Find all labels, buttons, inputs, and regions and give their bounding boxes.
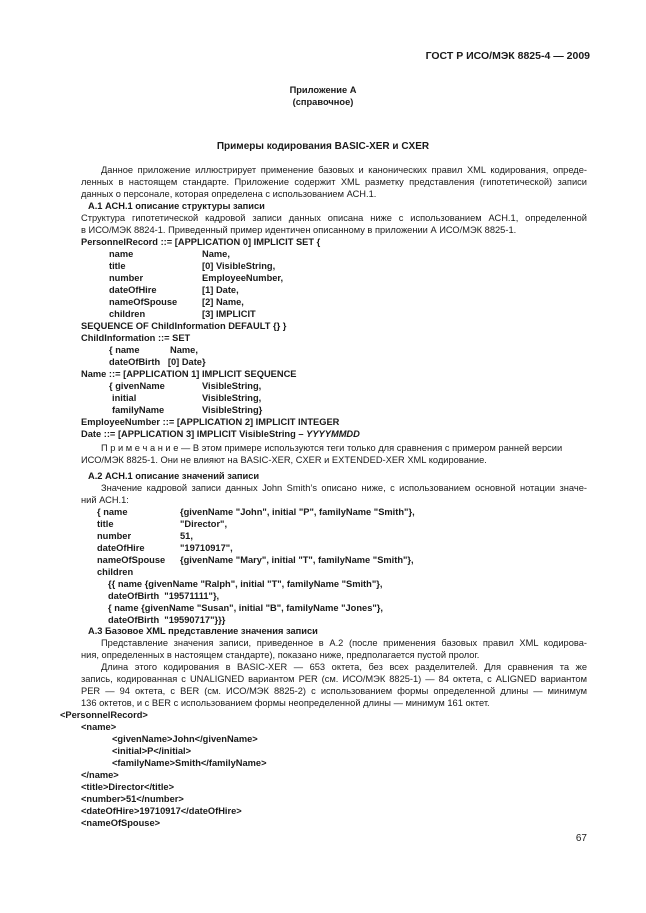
- asn-line: ChildInformation ::= SET: [81, 333, 191, 343]
- asn-field-type: EmployeeNumber,: [202, 273, 284, 283]
- a1-paragraph-line-1: Структура гипотетической кадровой записи данных описана ниже с использованием АСН.1, определенной: [81, 213, 587, 223]
- value-line: children: [97, 567, 134, 577]
- asn-field-name: children: [109, 309, 146, 319]
- a3-paragraph-line-2: ния, определенных в настоящем стандарте), показано ниже, предполагается пустой пролог.: [81, 650, 480, 660]
- xml-line: </name>: [81, 770, 119, 780]
- asn-field-name: title: [109, 261, 126, 271]
- appendix-subtitle: (справочное): [292, 97, 354, 107]
- asn-field-type: VisibleString,: [202, 381, 262, 391]
- value-line: { name {givenName "Susan", initial "B", familyName "Jones"},: [108, 603, 383, 613]
- xml-line: <initial>P</initial>: [112, 746, 192, 756]
- asn-field-type: VisibleString,: [202, 393, 262, 403]
- a2-paragraph-line-1: Значение кадровой записи данных John Smith’s описано ниже, с использованием основной нотации значе-: [101, 483, 587, 493]
- asn-field-name: initial: [112, 393, 137, 403]
- section-title: Примеры кодирования BASIC-XER и CXER: [216, 141, 430, 152]
- note-text: — В этом примере используются теги только для сравнения с примером ранней версии: [178, 443, 563, 453]
- asn-line: SEQUENCE OF ChildInformation DEFAULT {} }: [81, 321, 287, 331]
- asn-field-type: Name,: [202, 249, 230, 259]
- asn-date-definition: Date ::= [APPLICATION 3] IMPLICIT VisibleString –: [81, 429, 307, 439]
- value-line: {{ name {givenName "Ralph", initial "T", familyName "Smith"},: [108, 579, 383, 589]
- a1-paragraph-line-2: в ИСО/МЭК 8824-1. Приведенный пример идентичен описанному в приложении А ИСО/МЭК 8825-1.: [81, 225, 517, 235]
- value-field-value: "Director",: [180, 519, 228, 529]
- asn-field-name: familyName: [112, 405, 165, 415]
- asn-field-name: number: [109, 273, 144, 283]
- a2-paragraph-line-2: ний АСН.1:: [81, 495, 129, 505]
- xml-line: <name>: [81, 722, 117, 732]
- a3-paragraph-line-6: 136 октетов, и с BER с использованием формы неопределенной длины — минимум 161 октет.: [81, 698, 490, 708]
- appendix-title: Приложение А: [289, 85, 357, 95]
- asn-field-type: [1] Date,: [202, 285, 239, 295]
- asn-line: dateOfBirth [0] Date}: [109, 357, 206, 367]
- asn-line: [81, 428, 360, 440]
- intro-line-1: Данное приложение иллюстрирует применение базовых и канонических правил XML кодирования, опреде-: [101, 165, 587, 175]
- asn-date-format: YYYYMMDD: [306, 429, 360, 439]
- asn-field-type: Name,: [170, 345, 198, 355]
- a3-paragraph-line-4: запись, кодированная с UNALIGNED вариантом PER (см. ИСО/МЭК 8825-1) — 84 октета, с ALIGNED вариантом: [81, 674, 587, 684]
- asn-field-name: { givenName: [109, 381, 165, 391]
- intro-line-2: ленных в настоящем стандарте. Приложение содержит XML разметку представления (гипотетической) записи: [81, 177, 587, 187]
- value-field-value: {givenName "John", initial "P", familyName "Smith"},: [180, 507, 415, 517]
- asn-line: Name ::= [APPLICATION 1] IMPLICIT SEQUENCE: [81, 369, 297, 379]
- asn-line: EmployeeNumber ::= [APPLICATION 2] IMPLICIT INTEGER: [81, 417, 340, 427]
- asn-field-name: name: [109, 249, 134, 259]
- note-line-2: ИСО/МЭК 8825-1. Они не влияют на BASIC-XER, CXER и EXTENDED-XER XML кодирование.: [81, 455, 487, 465]
- xml-line: <number>51</number>: [81, 794, 184, 804]
- value-field-value: 51,: [180, 531, 193, 541]
- page-number: 67: [575, 833, 587, 844]
- value-field-name: nameOfSpouse: [97, 555, 166, 565]
- a3-heading: А.3 Базовое XML представление значения записи: [88, 626, 318, 636]
- intro-line-3: данных о персонале, которая определена с использованием АСН.1.: [81, 189, 377, 199]
- xml-line: <givenName>John</givenName>: [112, 734, 258, 744]
- value-line: dateOfBirth "19590717"}}}: [108, 615, 226, 625]
- a3-paragraph-line-1: Представление значения записи, приведенное в А.2 (после применения базовых правил XML кодирова-: [101, 638, 587, 648]
- xml-line: <title>Director</title>: [81, 782, 175, 792]
- xml-line: <nameOfSpouse>: [81, 818, 161, 828]
- value-line: dateOfBirth "19571111"},: [108, 591, 220, 601]
- a3-paragraph-line-5: PER — 94 октета, с BER (см. ИСО/МЭК 8825-2) с использованием формы определенной длины — минимум: [81, 686, 587, 696]
- value-field-name: { name: [97, 507, 128, 517]
- asn-field-type: [3] IMPLICIT: [202, 309, 256, 319]
- value-field-name: dateOfHire: [97, 543, 145, 553]
- asn-field-name: nameOfSpouse: [109, 297, 178, 307]
- note-label: П р и м е ч а н и е: [101, 443, 179, 453]
- xml-line: <familyName>Smith</familyName>: [112, 758, 267, 768]
- value-field-name: number: [97, 531, 132, 541]
- asn-field-type: VisibleString}: [202, 405, 263, 415]
- note-line-1: [101, 442, 562, 454]
- value-field-value: {givenName "Mary", initial "T", familyName "Smith"},: [180, 555, 414, 565]
- asn-field-name: dateOfHire: [109, 285, 157, 295]
- a3-paragraph-line-3: Длина этого кодирования в BASIC-XER — 653 октета, без всех разделителей. Для сравнения та же: [101, 662, 587, 672]
- value-field-name: title: [97, 519, 114, 529]
- xml-line: <PersonnelRecord>: [60, 710, 148, 720]
- value-field-value: "19710917",: [180, 543, 233, 553]
- xml-line: <dateOfHire>19710917</dateOfHire>: [81, 806, 242, 816]
- asn-field-name: { name: [109, 345, 140, 355]
- document-id: ГОСТ Р ИСО/МЭК 8825-4 — 2009: [425, 50, 590, 62]
- a1-heading: А.1 АСН.1 описание структуры записи: [88, 201, 265, 211]
- asn-field-type: [0] VisibleString,: [202, 261, 276, 271]
- asn-field-type: [2] Name,: [202, 297, 244, 307]
- asn-line: PersonnelRecord ::= [APPLICATION 0] IMPLICIT SET {: [81, 237, 321, 247]
- a2-heading: А.2 АСН.1 описание значений записи: [88, 471, 260, 481]
